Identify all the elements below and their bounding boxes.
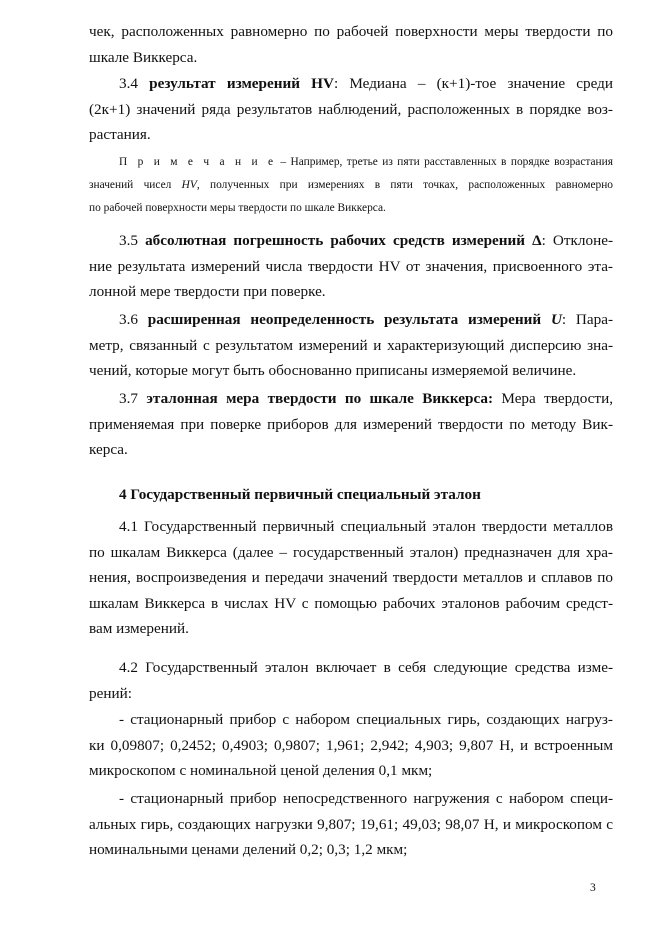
text-line: ки 0,09807; 0,2452; 0,4903; 0,9807; 1,961; 2,942; 4,903; 9,807 Н, и встроенным xyxy=(89,736,613,754)
text-line: альных гирь, создающих нагрузки 9,807; 19,61; 49,03; 98,07 Н, и микроскопом с xyxy=(89,815,613,833)
text-segment: : Отклоне- xyxy=(541,232,614,249)
paragraph-3-5 xyxy=(89,228,613,305)
text-segment: Мера твердости, xyxy=(493,390,613,407)
clause-number: 3.6 xyxy=(119,311,138,328)
text-segment: – Например, третье из пяти расставленных в порядке возрастания xyxy=(276,156,613,168)
text-line: применяемая при поверке приборов для измерений твердости по методу Вик- xyxy=(89,415,613,433)
list-item-1 xyxy=(89,707,613,784)
text-line: (2к+1) значений ряда результатов наблюдений, расположенных в порядке воз- xyxy=(89,100,613,118)
text-segment: , полученных при измерениях в пяти точках, расположенных равномерно xyxy=(196,179,613,191)
text-line: ние результата измерений числа твердости HV от значения, присвоенного эта- xyxy=(89,257,613,275)
text-segment: значений чисел xyxy=(89,179,182,191)
paragraph-4-1 xyxy=(89,514,613,642)
text-line: лонной мере твердости при поверке. xyxy=(89,283,326,300)
text-line: - стационарный прибор непосредственного нагружения с набором специ- xyxy=(119,790,613,807)
note-label: П р и м е ч а н и е xyxy=(119,156,277,168)
page-number: 3 xyxy=(590,882,596,894)
text-line: номинальными ценами делений 0,2; 0,3; 1,2 мкм; xyxy=(89,841,408,858)
clause-number: 3.5 xyxy=(119,232,138,249)
text-line xyxy=(89,71,613,97)
text-line: шкале Виккерса. xyxy=(89,48,198,66)
text-line: микроскопом с номинальной ценой деления 0,1 мкм; xyxy=(89,762,433,779)
clause-number: 3.7 xyxy=(119,390,138,407)
text-line: 4.1 Государственный первичный специальный эталон твердости металлов xyxy=(119,518,613,535)
paragraph-3-4 xyxy=(89,71,613,148)
paragraph-continuation xyxy=(89,19,613,70)
text-line: 4.2 Государственный эталон включает в себя следующие средства изме- xyxy=(119,659,613,676)
list-item-2 xyxy=(89,786,613,863)
text-line xyxy=(89,386,613,412)
text-line xyxy=(89,151,613,174)
text-line: растания. xyxy=(89,126,151,143)
text-line: вам измерений. xyxy=(89,620,189,637)
text-line: рений: xyxy=(89,684,132,702)
paragraph-4-2 xyxy=(89,655,613,706)
text-line xyxy=(89,228,613,254)
note-paragraph xyxy=(89,151,613,220)
text-line: метр, связанный с результатом измерений и характеризующий дисперсию зна- xyxy=(89,336,613,354)
text-line: по шкалам Виккерса (далее – государственный эталон) предназначен для хра- xyxy=(89,543,613,561)
clause-number: 3.4 xyxy=(119,75,138,92)
text-line: по рабочей поверхности меры твердости по шкале Виккерса. xyxy=(89,202,386,214)
paragraph-3-7 xyxy=(89,386,613,463)
text-line: чений, которые могут быть обоснованно приписаны измеряемой величине. xyxy=(89,362,577,379)
text-line: нения, воспроизведения и передачи значений твердости металлов и сплавов по xyxy=(89,569,613,586)
section-heading: 4 Государственный первичный специальный эталон xyxy=(119,486,481,503)
term-bold: абсолютная погрешность рабочих средств измерений Δ xyxy=(145,232,542,249)
text-line: шкалам Виккерса в числах HV с помощью рабочих эталонов рабочим средст- xyxy=(89,594,613,612)
term-bold: результат измерений HV xyxy=(149,75,334,92)
u-symbol: U xyxy=(550,311,562,328)
text-line: керса. xyxy=(89,441,128,458)
text-line xyxy=(89,174,613,197)
term-bold: эталонная мера твердости по шкале Виккерса: xyxy=(146,390,494,407)
text-segment: : Пара- xyxy=(561,311,613,328)
hv-italic: HV xyxy=(181,179,197,191)
text-segment: : Медиана – (к+1)-тое значение среди xyxy=(333,75,614,92)
text-line: чек, расположенных равномерно по рабочей поверхности меры твердости по xyxy=(89,23,613,40)
text-line: - стационарный прибор с набором специальных гирь, создающих нагруз- xyxy=(119,711,613,728)
text-line xyxy=(89,307,613,333)
paragraph-3-6 xyxy=(89,307,613,384)
term-bold: расширенная неопределенность результата измерений xyxy=(147,311,551,328)
